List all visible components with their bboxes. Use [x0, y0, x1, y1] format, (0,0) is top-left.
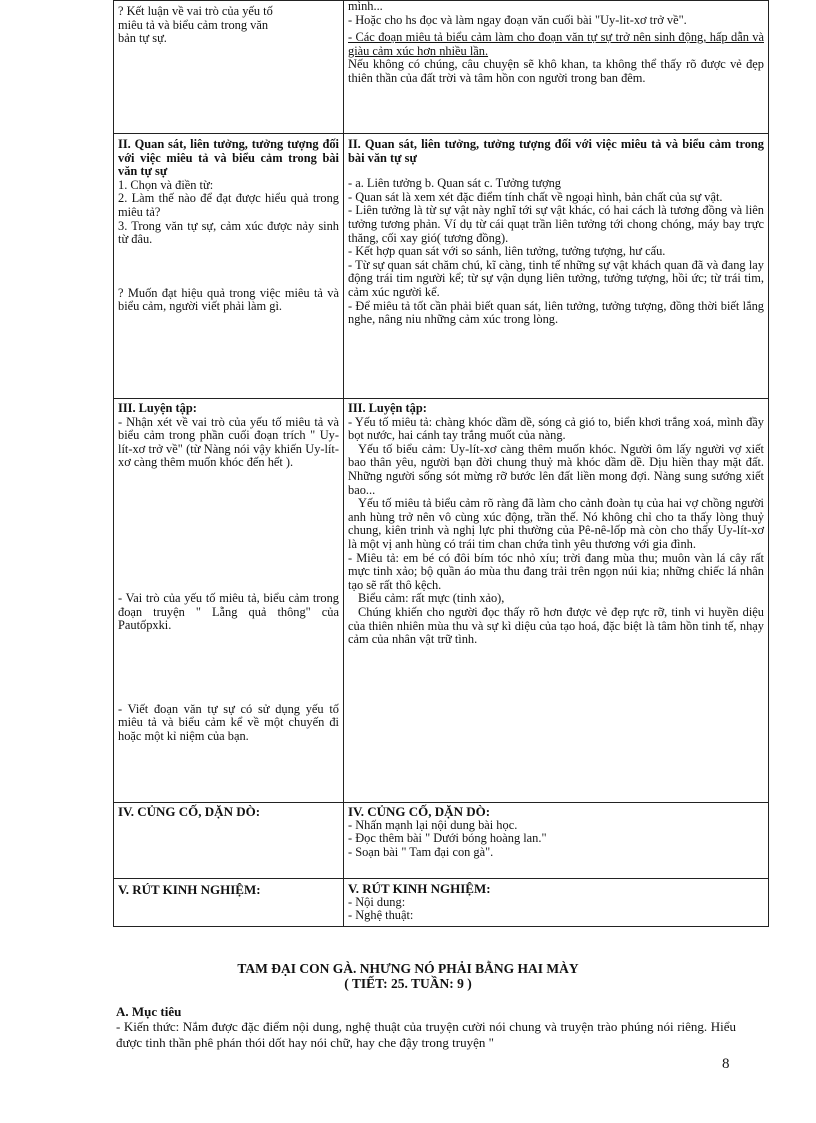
table-text: - Các đoạn miêu tả biểu cảm làm cho đoạn văn tự sự trở nên sinh động, hấp dẫn và giàu cảm xúc hơn nhiều lần.: [348, 30, 764, 58]
lesson-title: TAM ĐẠI CON GÀ. NHƯNG NÓ PHẢI BẰNG HAI MÀY: [237, 961, 579, 976]
table-text: Yếu tố biểu cảm: Uy-lít-xơ càng thêm muốn khóc. Người ôm lấy người vợ xiết bao thân yêu, người bạn đời chung thuỷ mà khóc dầm dề. Dịu hiền thay mặt đất. Những người sống sót mừng rỡ bước lên đất liền mong đợi. Nàng sung sướng xiết bao...: [348, 441, 764, 497]
table-text: - Quan sát là xem xét đặc điểm tính chất về ngoại hình, bản chất của sự vật.: [348, 189, 723, 204]
row3-left-cell: [114, 399, 344, 803]
table-row: [114, 1, 769, 134]
table-text: - Vai trò của yếu tố miêu tả, biểu cảm trong đoạn truyện " Lẵng quả thông" của Pautốpxki.: [118, 590, 339, 633]
table-text: - a. Liên tưởng b. Quan sát c. Tưởng tượng: [348, 176, 562, 191]
row4-left-cell: [114, 803, 344, 879]
table-text: miêu tả và biểu cảm trong văn: [118, 17, 269, 32]
section-heading: IV. CỦNG CỐ, DẶN DÒ:: [118, 804, 261, 819]
table-text: - Để miêu tả tốt cần phải biết quan sát, liên tưởng, tưởng tượng, đồng thời biết lắng nghe, nâng niu những cảm xúc trong lòng.: [348, 298, 764, 327]
section-heading: IV. CỦNG CỐ, DẶN DÒ:: [348, 804, 491, 819]
row4-right-cell: [344, 803, 769, 879]
table-row: [114, 879, 769, 927]
table-text: - Nội dung:: [348, 894, 406, 909]
section-heading: II. Quan sát, liên tưởng, tưởng tượng đối với việc miêu tả và biểu cảm trong bài văn tự sự: [118, 137, 339, 179]
table-text: - Nhấn mạnh lại nội dung bài học.: [348, 817, 518, 832]
row2-right-cell: [344, 134, 769, 399]
row5-right-cell: [344, 879, 769, 927]
table-text: Chúng khiến cho người đọc thấy rõ hơn được vẻ đẹp rực rỡ, tinh vi huyền diệu của thiên nhiên mùa thu và sự kì diệu của tạo hoá, đặc biệt là tâm hồn tinh tế, nhạy cảm của nhân vật trữ tình.: [348, 604, 764, 647]
section-heading: III. Luyện tập:: [348, 401, 427, 415]
table-row: [114, 399, 769, 803]
row1-right-cell: [344, 1, 769, 134]
table-text: - Hoặc cho hs đọc và làm ngay đoạn văn cuối bài "Uy-lit-xơ trở về".: [348, 12, 687, 27]
section-heading: II. Quan sát, liên tưởng, tưởng tượng đối với việc miêu tả và biểu cảm trong bài văn tự sự: [348, 137, 764, 165]
lesson-subtitle: ( TIẾT: 25. TUẦN: 9 ): [344, 976, 472, 991]
table-text: - Soạn bài " Tam đại con gà".: [348, 844, 494, 859]
table-text: - Đọc thêm bài " Dưới bóng hoàng lan.": [348, 831, 547, 846]
table-text: mình...: [348, 0, 383, 13]
table-text: - Yếu tố miêu tả: chàng khóc dầm dề, sóng cả gió to, biển khơi trắng xoá, mình đầy bọt nước, hai cánh tay trắng muốt của nàng.: [348, 414, 764, 443]
table-row: [114, 134, 769, 399]
row1-left-cell: [114, 1, 344, 134]
row2-left-cell: [114, 134, 344, 399]
lesson-objective-paragraph: - Kiến thức: Nắm được đặc điểm nội dung, nghệ thuật của truyện cười nói chung và truyện trào phúng nói riêng. Hiểu được tinh thần phê phán thói dốt hay nói chữ, hay che đậy trong truyện ": [116, 1019, 736, 1050]
page-number: 8: [722, 1056, 730, 1072]
table-text: bản tự sự.: [118, 31, 167, 46]
table-text: Biểu cảm: rất mực (tinh xảo),: [358, 591, 505, 606]
table-text: Yếu tố miêu tả biểu cảm rõ ràng đã làm cho cảnh đoàn tụ của hai vợ chồng người anh hùng trở nên vô cùng xúc động, trần thế. Nó không chỉ cho ta thấy lòng thuỷ chung, kiên trinh và nghị lực phi thường của Pê-nê-lốp mà còn cho thấy Uy-lít-xơ là một vị anh hùng có trái tim chan chứa tình yêu thương với gia đình.: [348, 496, 764, 551]
spacer: [118, 470, 339, 592]
section-heading: III. Luyện tập:: [118, 401, 197, 415]
table-text: - Liên tưởng là từ sự vật này nghĩ tới sự vật khác, có hai cách là tương đồng và liên tưởng tương phản. Ví dụ từ cái quạt trần liên tưởng tới chong chóng, máy bay trực thăng, cối xay gió( tương đồng).: [348, 203, 764, 245]
section-heading: V. RÚT KINH NGHIỆM:: [118, 882, 261, 897]
table-text: 2. Làm thế nào để đạt được hiểu quả trong miêu tả?: [118, 191, 339, 219]
section-a-heading: A. Mục tiêu: [116, 1004, 182, 1019]
table-row: [114, 803, 769, 879]
spacer: [118, 633, 339, 703]
table-text: - Nhận xét về vai trò của yếu tố miêu tả và biểu cảm trong phần cuối đoạn trích " Uy-lít-xơ trở về" (từ Nàng nói vậy khiến Uy-lít-xơ càng thêm muốn khóc đến hết ).: [118, 414, 339, 470]
table-text: - Từ sự quan sát chăm chú, kĩ càng, tinh tế những sự vật khách quan đã và đang lay động trái tim người kể; từ sự vận dụng liên tưởng, tưởng tượng, hồi ức; từ trái tim, cảm xúc người kể.: [348, 257, 764, 299]
row3-right-cell: [344, 399, 769, 803]
table-text: ? Muốn đạt hiệu quả trong việc miêu tả và biểu cảm, người viết phải làm gì.: [118, 285, 339, 314]
table-text: 3. Trong văn tự sự, cảm xúc được nảy sinh từ đâu.: [118, 218, 339, 247]
table-text: ? Kết luận về vai trò của yếu tố: [118, 4, 273, 18]
spacer: [118, 247, 339, 287]
table-text: - Miêu tả: em bé có đôi bím tóc nhỏ xíu; trời đang mùa thu; muôn vàn lá cây rất mực tinh xảo; bộ quần áo mùa thu đang trải trên ngọn núi kia; những chiếc lá nhân tạo sẽ rất thô kệch.: [348, 550, 764, 592]
table-text: - Viết đoạn văn tự sự có sử dụng yếu tố miêu tả và biểu cảm kể về một chuyến đi hoặc một kỉ niệm của bạn.: [118, 701, 339, 743]
table-text: - Nghệ thuật:: [348, 908, 414, 923]
table-text: - Kết hợp quan sát với so sánh, liên tưởng, tưởng tượng, hư cấu.: [348, 244, 666, 259]
section-heading: V. RÚT KINH NGHIỆM:: [348, 881, 491, 896]
table-text: Nếu không có chúng, câu chuyện sẽ khô khan, ta không thể thấy rõ được vẻ đẹp thiên thần của đất trời và tâm hồn con người trong ban đêm.: [348, 57, 764, 85]
table-text: 1. Chọn và điền từ:: [118, 177, 214, 192]
lesson-plan-table: [113, 0, 769, 927]
row5-left-cell: [114, 879, 344, 927]
